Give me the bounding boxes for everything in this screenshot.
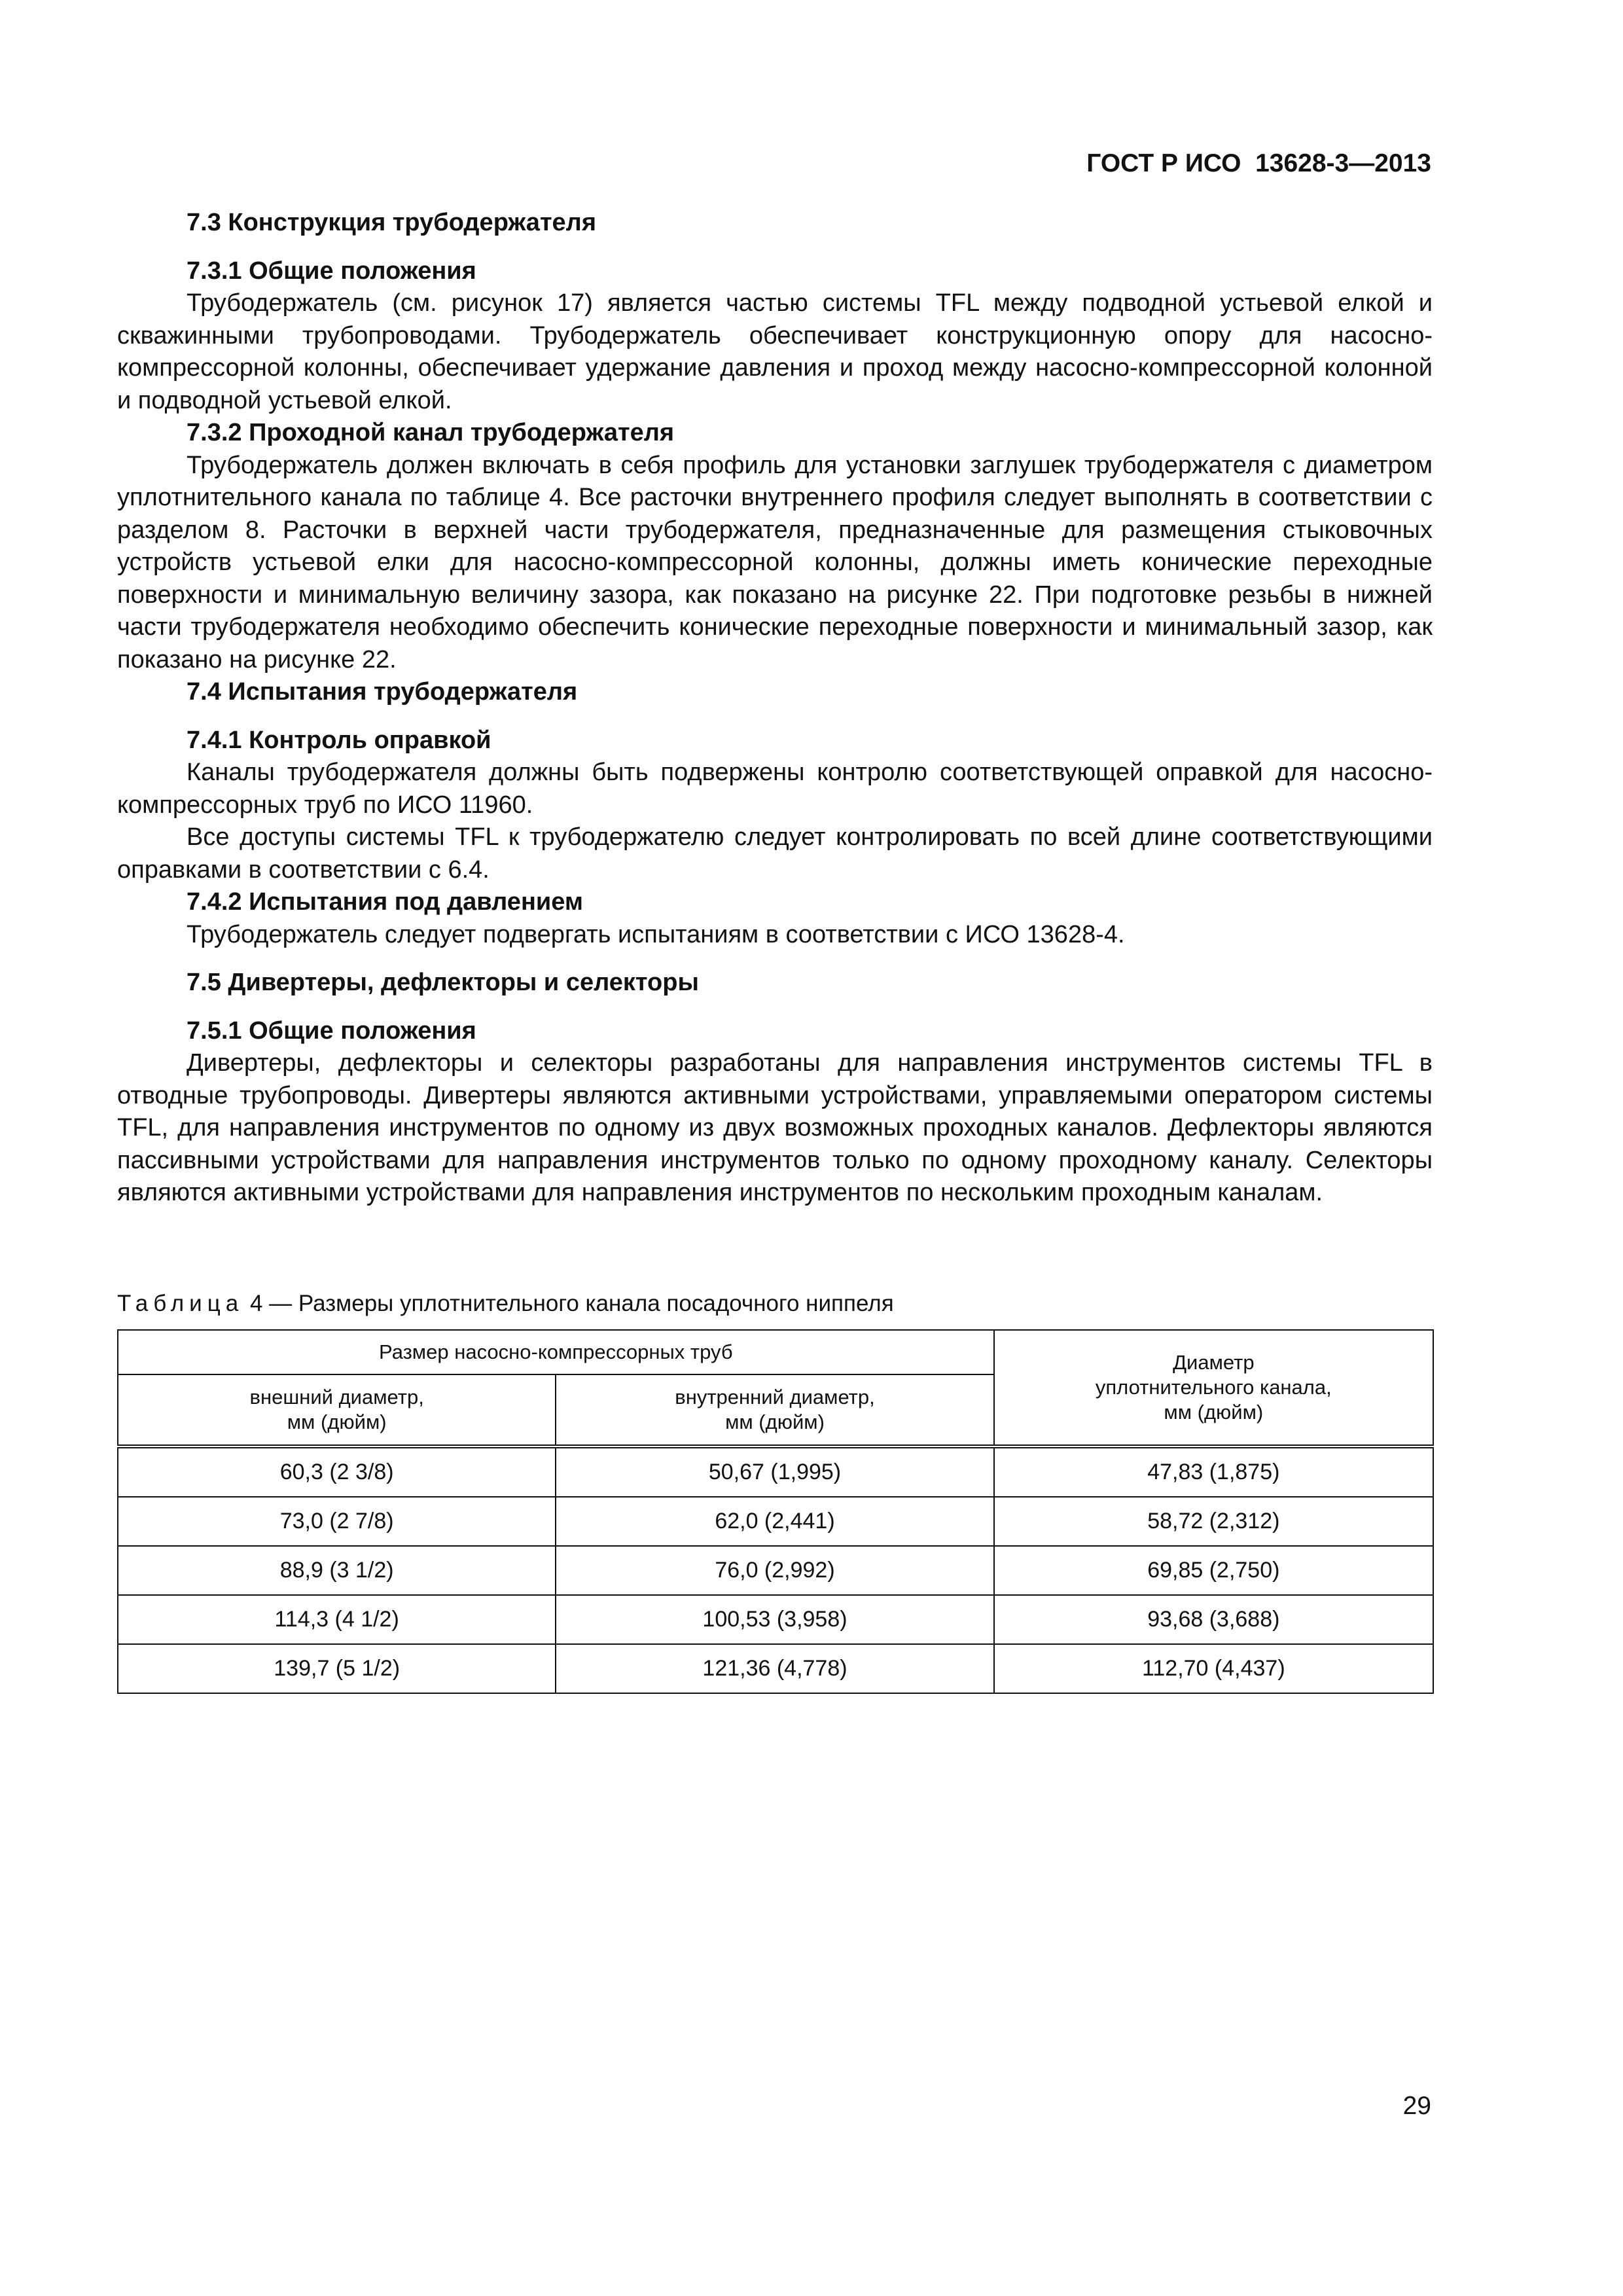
table-row <box>118 1595 1433 1644</box>
standard-header: ГОСТ Р ИСО 13628-3—2013 <box>1086 149 1431 177</box>
table-cell: 121,36 (4,778) <box>556 1644 993 1693</box>
table-caption-text: 4 — Размеры уплотнительного канала посадочного ниппеля <box>249 1291 894 1316</box>
table-cell: 60,3 (2 3/8) <box>118 1446 556 1497</box>
table-caption-label: Таблица <box>117 1291 244 1316</box>
document-body <box>117 207 1433 1210</box>
table-cell: 73,0 (2 7/8) <box>118 1497 556 1546</box>
table-cell: 62,0 (2,441) <box>556 1497 993 1546</box>
outer-diameter-header: внешний диаметр, мм (дюйм) <box>118 1374 556 1446</box>
section-heading-7-4: 7.4 Испытания трубодержателя <box>187 678 578 706</box>
table-row <box>118 1497 1433 1546</box>
seal-bore-diameter-header: Диаметр уплотнительного канала, мм (дюйм) <box>994 1330 1433 1446</box>
table-cell: 47,83 (1,875) <box>994 1446 1433 1497</box>
table-cell: 50,67 (1,995) <box>556 1446 993 1497</box>
paragraph-7-4-1-b: Все доступы системы TFL к трубодержателю следует контролировать по всей длине соответствующими оправками в соответствии с 6.4. <box>117 823 1433 884</box>
table-cell: 100,53 (3,958) <box>556 1595 993 1644</box>
section-heading-7-3-2: 7.3.2 Проходной канал трубодержателя <box>187 419 675 446</box>
paragraph-7-4-2: Трубодержатель следует подвергать испытаниям в соответствии с ИСО 13628-4. <box>187 920 1125 948</box>
table-cell: 58,72 (2,312) <box>994 1497 1433 1546</box>
section-heading-7-5: 7.5 Дивертеры, дефлекторы и селекторы <box>187 969 699 996</box>
table-row <box>118 1446 1433 1497</box>
section-heading-7-5-1: 7.5.1 Общие положения <box>187 1016 476 1045</box>
table-caption <box>117 1291 894 1317</box>
table-cell: 88,9 (3 1/2) <box>118 1546 556 1595</box>
inner-diameter-header: внутренний диаметр, мм (дюйм) <box>556 1374 993 1446</box>
table-cell: 76,0 (2,992) <box>556 1546 993 1595</box>
seal-bore-table <box>117 1329 1434 1694</box>
table-cell: 69,85 (2,750) <box>994 1546 1433 1595</box>
paragraph-7-3-2: Трубодержатель должен включать в себя профиль для установки заглушек трубодержателя с диаметром уплотнительного канала по таблице 4. Все расточки внутреннего профиля следует выполнять в соответствии с разделом 8. Расточки в верхней части трубодержателя, предназначенные для размещения стыковочных устройств устьевой елки для насосно-компрессорной колонны, должны иметь конические переходные поверхности и минимальную величину зазора, как показано на рисунке 22. При подготовке резьбы в нижней части трубодержателя необходимо обеспечить конические переходные поверхности и минимальный зазор, как показано на рисунке 22. <box>117 451 1433 673</box>
table-row <box>118 1546 1433 1595</box>
page-number: 29 <box>1402 2092 1431 2120</box>
section-heading-7-3-1: 7.3.1 Общие положения <box>187 257 476 285</box>
table-cell: 112,70 (4,437) <box>994 1644 1433 1693</box>
paragraph-7-5-1: Дивертеры, дефлекторы и селекторы разработаны для направления инструментов системы TFL в отводные трубопроводы. Дивертеры являются активными устройствами, управляемыми оператором системы TFL, для направления инструментов по одному из двух возможных проходных каналов. Дефлекторы являются пассивными устройствами для направления инструментов только по одному проходному каналу. Селекторы являются активными устройствами для направления инструментов по нескольким проходным каналам. <box>117 1049 1433 1206</box>
paragraph-7-3-1: Трубодержатель (см. рисунок 17) является частью системы TFL между подводной устьевой елкой и скважинными трубопроводами. Трубодержатель обеспечивает конструкционную опору для насосно-компрессорной колонны, обеспечивает удержание давления и проход между насосно-компрессорной колонной и подводной устьевой елкой. <box>117 289 1433 414</box>
table-cell: 93,68 (3,688) <box>994 1595 1433 1644</box>
paragraph-7-4-1-a: Каналы трубодержателя должны быть подвержены контролю соответствующей оправкой для насосно-компрессорных труб по ИСО 11960. <box>117 759 1433 819</box>
section-heading-7-3: 7.3 Конструкция трубодержателя <box>187 209 596 236</box>
table-row <box>118 1644 1433 1693</box>
table-cell: 114,3 (4 1/2) <box>118 1595 556 1644</box>
section-heading-7-4-1: 7.4.1 Контроль оправкой <box>187 726 491 754</box>
section-heading-7-4-2: 7.4.2 Испытания под давлением <box>187 888 583 916</box>
table-cell: 139,7 (5 1/2) <box>118 1644 556 1693</box>
tubing-size-group-header: Размер насосно-компрессорных труб <box>118 1330 994 1374</box>
